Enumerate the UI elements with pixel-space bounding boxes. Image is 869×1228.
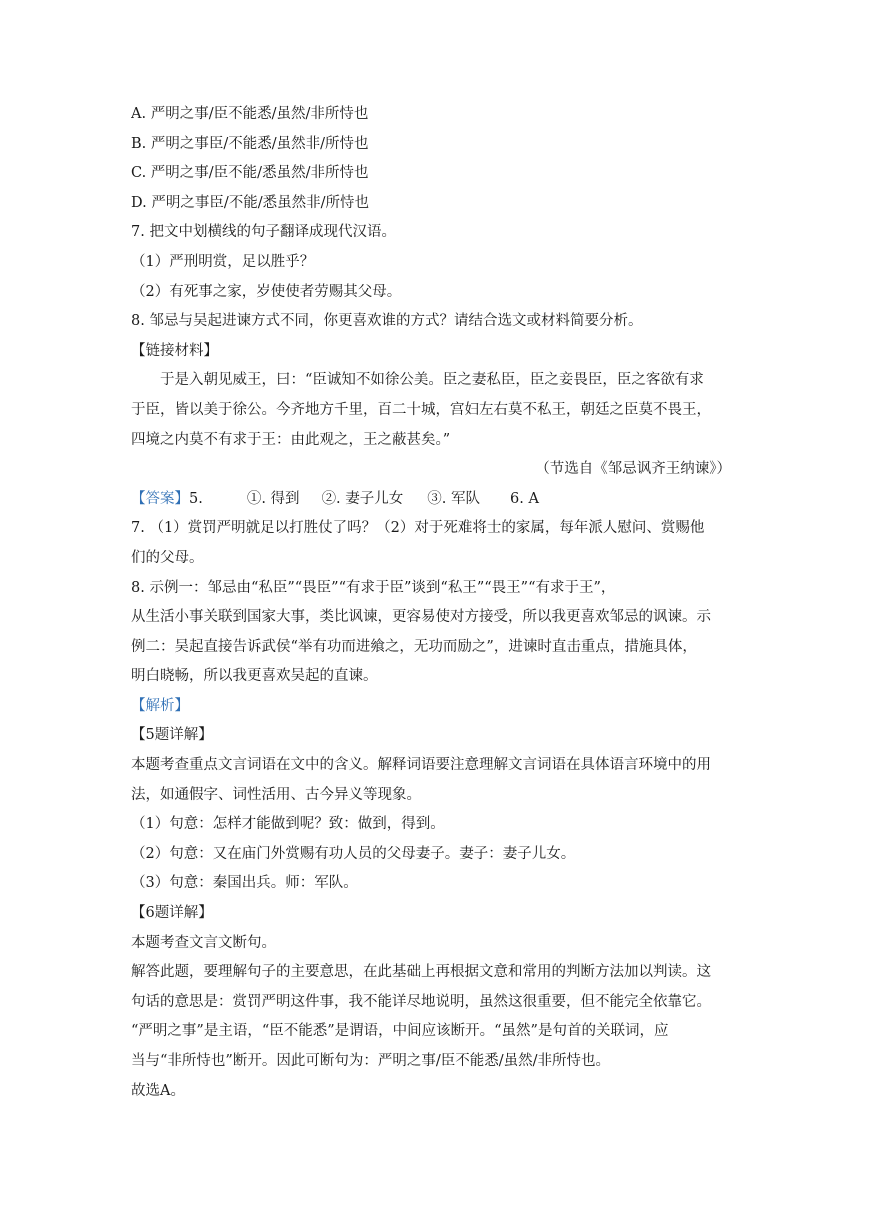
answer-q8-line: 8. 示例一：邹忌由“私臣”“畏臣”“有求于臣”谈到“私王”“畏王”“有求于王”，: [131, 579, 616, 596]
analysis-q6-line: 句话的意思是：赏罚严明这件事，我不能详尽地说明，虽然这很重要，但不能完全依靠它。: [131, 993, 711, 1010]
analysis-q6-line: “严明之事”是主语，“臣不能悉”是谓语，中间应该断开。“虽然”是句首的关联词，应: [131, 1023, 669, 1040]
analysis-q5-line: （2）句意：又在庙门外赏赐有功人员的父母妻子。妻子：妻子儿女。: [131, 845, 576, 862]
option-d: D. 严明之事臣/不能/悉虽然非/所恃也: [131, 194, 369, 211]
answer-label: 【答案】: [131, 490, 189, 507]
option-b: B. 严明之事臣/不能悉/虽然非/所恃也: [131, 135, 369, 152]
analysis-q5-line: 本题考查重点文言词语在文中的含义。解释词语要注意理解文言词语在具体语言环境中的用: [131, 757, 711, 774]
answer-q5-number: 5.: [189, 490, 203, 507]
analysis-q5-line: 法，如通假字、词性活用、古今异义等现象。: [131, 786, 421, 803]
analysis-q5-header: 【5题详解】: [131, 727, 213, 744]
answer-q8-line: 从生活小事关联到国家大事，类比讽谏，更容易使对方接受，所以我更喜欢邹忌的讽谏。示: [131, 609, 711, 626]
answer-q5-item-1: ①. 得到: [246, 490, 300, 507]
option-a: A. 严明之事/臣不能悉/虽然/非所恃也: [131, 106, 369, 122]
answer-q6: 6. A: [510, 490, 539, 507]
q8-title: 8. 邹忌与吴起进谏方式不同，你更喜欢谁的方式？请结合选文或材料简要分析。: [131, 313, 643, 330]
analysis-q6-header: 【6题详解】: [131, 905, 213, 922]
answer-q8-line: 例二：吴起直接告诉武侯“举有功而进飨之，无功而励之”，进谏时直击重点，措施具体，: [131, 638, 697, 655]
analysis-q6-line: 本题考查文言文断句。: [131, 934, 276, 951]
link-material-line: 于臣，皆以美于徐公。今齐地方千里，百二十城，宫妇左右莫不私王，朝廷之臣莫不畏王，: [131, 401, 711, 418]
analysis-q5-line: （3）句意：秦国出兵。师：军队。: [131, 875, 358, 892]
answer-q5-item-3: ③. 军队: [427, 490, 480, 507]
q7-sentence-2: （2）有死事之家，岁使使者劳赐其父母。: [131, 283, 402, 300]
analysis-label: 【解析】: [131, 697, 189, 714]
q7-sentence-1: （1）严刑明赏，足以胜乎？: [131, 253, 315, 270]
analysis-q6-line: 当与“非所恃也”断开。因此可断句为：严明之事/臣不能悉/虽然/非所恃也。: [131, 1053, 610, 1069]
document-page: [131, 100, 739, 1106]
answer-q5-item-2: ②. 妻子儿女: [321, 490, 404, 507]
answer-q7-line: 7. （1）赏罚严明就足以打胜仗了吗？（2）对于死难将士的家属，每年派人慰问、赏赐他: [131, 520, 705, 537]
link-material-line: 于是入朝见威王，曰：“臣诚知不如徐公美。臣之妻私臣，臣之妾畏臣，臣之客欲有求: [160, 372, 704, 389]
answer-q7-line: 们的父母。: [131, 549, 204, 566]
link-material-header: 【链接材料】: [131, 342, 218, 359]
link-material-line: 四境之内莫不有求于王：由此观之，王之蔽甚矣。”: [131, 431, 451, 448]
analysis-q6-line: 解答此题，要理解句子的主要意思，在此基础上再根据文意和常用的判断方法加以判读。这: [131, 964, 711, 981]
answer-q8-line: 明白晓畅，所以我更喜欢吴起的直谏。: [131, 668, 378, 685]
link-material-source: （节选自《邹忌讽齐王纳谏》）: [535, 461, 731, 478]
analysis-q6-line: 故选A。: [131, 1082, 185, 1099]
answer-row: [131, 485, 739, 515]
option-c: C. 严明之事/臣不能/悉虽然/非所恃也: [131, 165, 369, 182]
q7-title: 7. 把文中划横线的句子翻译成现代汉语。: [131, 224, 396, 241]
analysis-q5-line: （1）句意：怎样才能做到呢？致：做到，得到。: [131, 816, 445, 833]
